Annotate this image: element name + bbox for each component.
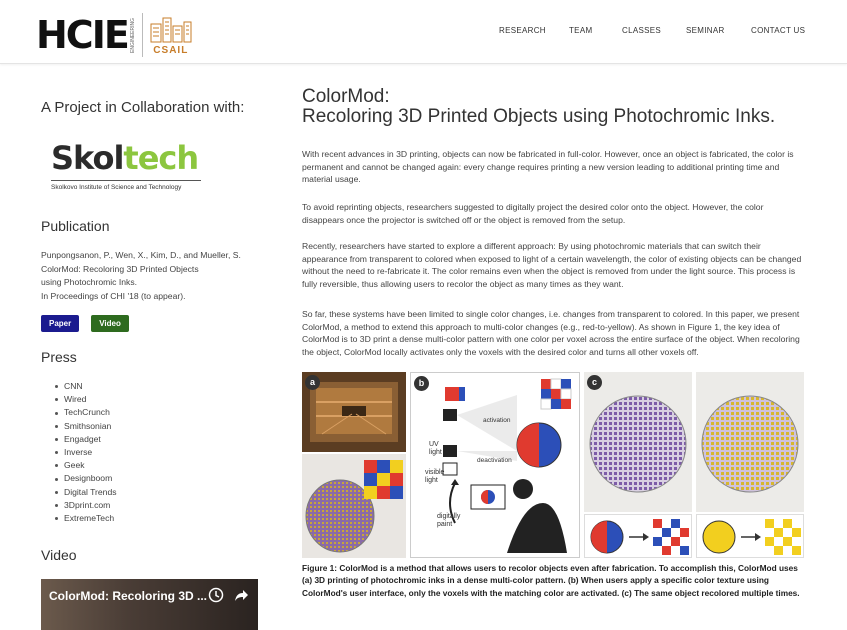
panel-b-illustration [410, 372, 580, 558]
activation-label: activation [483, 417, 511, 424]
press-item-smithsonian[interactable]: Smithsonian [55, 420, 117, 433]
nav-seminar[interactable]: SEMINAR [686, 26, 725, 35]
panel-c-photo-yellow [696, 372, 804, 512]
csail-text: CSAIL [153, 45, 189, 56]
press-item-digital-trends[interactable]: Digital Trends [55, 486, 117, 499]
video-title[interactable]: ColorMod: Recoloring 3D ... [49, 589, 207, 603]
panel-c-diagram-yellow [696, 514, 804, 558]
press-item-inverse[interactable]: Inverse [55, 446, 117, 459]
bullet-icon [55, 385, 58, 388]
bullet-icon [55, 398, 58, 401]
share-icon[interactable] [234, 587, 250, 603]
clock-icon[interactable] [208, 587, 224, 603]
deactivation-label: deactivation [477, 457, 512, 464]
video-button[interactable]: Video [91, 315, 129, 332]
intro-paragraph-1: With recent advances in 3D printing, objects can now be fabricated in full-color. However, once an object is fabricated, the color is permanent and cannot be changed again: every change requires printing a new version leading to additional printing time and material usage. [302, 149, 794, 184]
panel-c-label: c [587, 375, 602, 390]
csail-building-icon [149, 14, 193, 44]
intro-paragraph-4: So far, these systems have been limited to single color changes, i.e. changes from transparent to colored. In this paper, we present ColorMod, a method to extend this approach to multi-color changes (e.g., red-to-yellow). As shown in Figure 1, the key idea of ColorMod is to 3D print a dense multi-color pattern with one color per voxel across the entire surface of the object. When recoloring the object, ColorMod locally activates only the voxels with the desired color and turns all other voxels off. [302, 309, 800, 357]
citation-line: Punpongsanon, P., Wen, X., Kim, D., and Mueller, S. [41, 250, 241, 260]
collab-heading: A Project in Collaboration with: [41, 99, 245, 116]
uv-light-label: UV light [429, 441, 442, 456]
citation-line: In Proceedings of CHI '18 (to appear). [41, 290, 186, 301]
press-item-wired[interactable]: Wired [55, 393, 117, 406]
skoltech-rule [51, 180, 201, 181]
panel-c-diagram-red-blue [584, 514, 692, 558]
nav-research[interactable]: RESEARCH [499, 26, 546, 35]
panel-c-photo-purple [584, 372, 692, 512]
bullet-icon [55, 438, 58, 441]
nav-classes[interactable]: CLASSES [622, 26, 662, 35]
video-embed[interactable] [41, 579, 258, 630]
publication-buttons [41, 315, 129, 332]
csail-logo [149, 14, 193, 56]
skoltech-logo[interactable] [51, 139, 211, 191]
hcie-logo-subtitle: ENGINEERING [129, 17, 136, 53]
press-heading: Press [41, 349, 77, 365]
figure-1 [302, 372, 804, 558]
skoltech-word-right: tech [123, 139, 199, 177]
hcie-logo[interactable] [36, 12, 193, 58]
panel-b-label: b [414, 376, 429, 391]
press-item-designboom[interactable]: Designboom [55, 472, 117, 485]
video-heading: Video [41, 547, 77, 563]
bullet-icon [55, 478, 58, 481]
visible-light-label: visible light [425, 469, 445, 484]
figure-caption: Figure 1: ColorMod is a method that allows users to recolor objects even after fabrication. To accomplish this, ColorMod uses (a) 3D printing of photochromic inks in a dense multi-color pattern. (b) When users apply a specific color texture using ColorMod's user interface, only the voxels with the matching color are activated. (c) The same object recolored multiple times. [302, 563, 800, 598]
intro-paragraph-3: Recently, researchers have started to explore a different approach: By using photochromic materials that can switch their appearance from transparent to colored when exposed to light of a certain wavelength, the color of existing objects can be changed without the need to re-fabricate it. The color remains even when the object is removed from under the light source. This process is fully reversible, thus allowing users to recolor the object as many times as they want. [302, 241, 802, 289]
nav-contact-us[interactable]: CONTACT US [751, 26, 806, 35]
press-item-cnn[interactable]: CNN [55, 380, 117, 393]
hcie-logo-text: HCIE [36, 13, 128, 57]
skoltech-subtitle: Skolkovo Institute of Science and Technology [51, 184, 182, 191]
logo-divider [142, 13, 143, 57]
bullet-icon [55, 412, 58, 415]
intro-paragraph-2: To avoid reprinting objects, researchers suggested to digitally project the desired color onto the object. However, the color disappears once the projector is switched off or the object is removed from the setup. [302, 202, 764, 225]
publication-heading: Publication [41, 218, 110, 234]
panel-a-label: a [305, 375, 320, 390]
paper-button[interactable]: Paper [41, 315, 79, 332]
skoltech-word-left: Skol [51, 139, 124, 177]
bullet-icon [55, 451, 58, 454]
publication-citation [41, 249, 271, 303]
bullet-icon [55, 504, 58, 507]
citation-line: using Photochromic Inks. [41, 277, 138, 287]
press-item-extremetech[interactable]: ExtremeTech [55, 512, 117, 525]
citation-line: ColorMod: Recoloring 3D Printed Objects [41, 263, 199, 274]
bullet-icon [55, 517, 58, 520]
bullet-icon [55, 491, 58, 494]
press-item-techcrunch[interactable]: TechCrunch [55, 406, 117, 419]
panel-a-printer-photo [302, 372, 406, 452]
press-list [55, 380, 117, 525]
bullet-icon [55, 464, 58, 467]
page-title-line1: ColorMod: [302, 86, 390, 107]
press-item-engadget[interactable]: Engadget [55, 433, 117, 446]
panel-a-object-photo [302, 454, 406, 558]
page-title-line2: Recoloring 3D Printed Objects using Photochromic Inks. [302, 106, 776, 127]
digitally-paint-label: digitally paint [437, 513, 461, 528]
press-item-geek[interactable]: Geek [55, 459, 117, 472]
site-header [0, 0, 847, 64]
nav-team[interactable]: TEAM [569, 26, 593, 35]
press-item-3dprint[interactable]: 3Dprint.com [55, 499, 117, 512]
bullet-icon [55, 425, 58, 428]
